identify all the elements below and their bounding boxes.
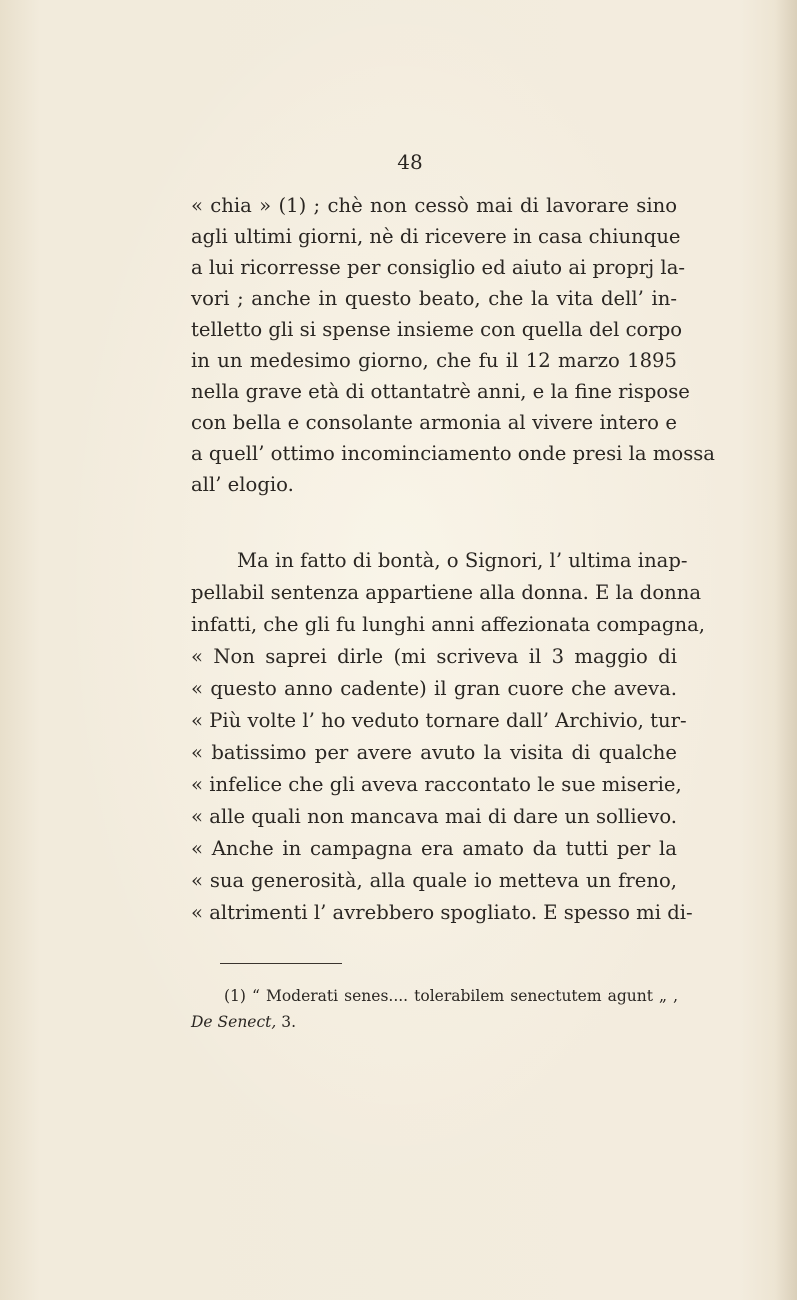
text-line: agli ultimi giorni, nè di ricevere in casa chiunque — [191, 225, 681, 248]
text-line: a quell’ ottimo incominciamento onde presi la mossa — [191, 442, 715, 465]
footnote-citation-title: De Senect, — [191, 1013, 277, 1031]
text-line: « Più volte l’ ho veduto tornare dall’ Archivio, tur- — [191, 709, 687, 732]
text-line: all’ elogio. — [191, 473, 294, 496]
text-line: pellabil sentenza appartiene alla donna. E la donna — [191, 581, 702, 604]
text-line: « infelice che gli aveva raccontato le sue miserie, — [191, 773, 682, 796]
text-line: « alle quali non mancava mai di dare un sollievo. — [191, 805, 677, 828]
text-line: telletto gli si spense insieme con quella del corpo — [191, 318, 683, 341]
footnote-rule — [220, 963, 342, 964]
footnote-line — [191, 1010, 296, 1034]
text-line: « Anche in campagna era amato da tutti per la — [191, 837, 677, 860]
footnote-line: (1) “ Moderati senes.... tolerabilem senectutem agunt „ , — [224, 987, 678, 1005]
text-line: nella grave età di ottantatrè anni, e la fine rispose — [191, 380, 690, 403]
text-line: vori ; anche in questo beato, che la vita dell’ in- — [191, 287, 677, 310]
text-line: « questo anno cadente) il gran cuore che aveva. — [191, 677, 677, 700]
footnote-citation-section: 3. — [276, 1013, 297, 1031]
text-line: in un medesimo giorno, che fu il 12 marzo 1895 — [191, 349, 677, 372]
text-line: con bella e consolante armonia al vivere intero e — [191, 411, 677, 434]
page-number: 48 — [397, 150, 423, 174]
text-line: « batissimo per avere avuto la visita di qualche — [191, 741, 677, 764]
text-line: Ma in fatto di bontà, o Signori, l’ ultima inap- — [237, 549, 688, 572]
text-line: a lui ricorresse per consiglio ed aiuto ai proprj la- — [191, 256, 685, 279]
text-line: infatti, che gli fu lunghi anni affezionata compagna, — [191, 613, 706, 636]
text-line: « chia » (1) ; chè non cessò mai di lavorare sino — [191, 194, 677, 217]
text-line: « sua generosità, alla quale io metteva un freno, — [191, 869, 677, 892]
text-line: « altrimenti l’ avrebbero spogliato. E spesso mi di- — [191, 901, 693, 924]
page-edge-shadow — [775, 0, 797, 1300]
text-line: « Non saprei dirle (mi scriveva il 3 maggio di — [191, 645, 677, 668]
